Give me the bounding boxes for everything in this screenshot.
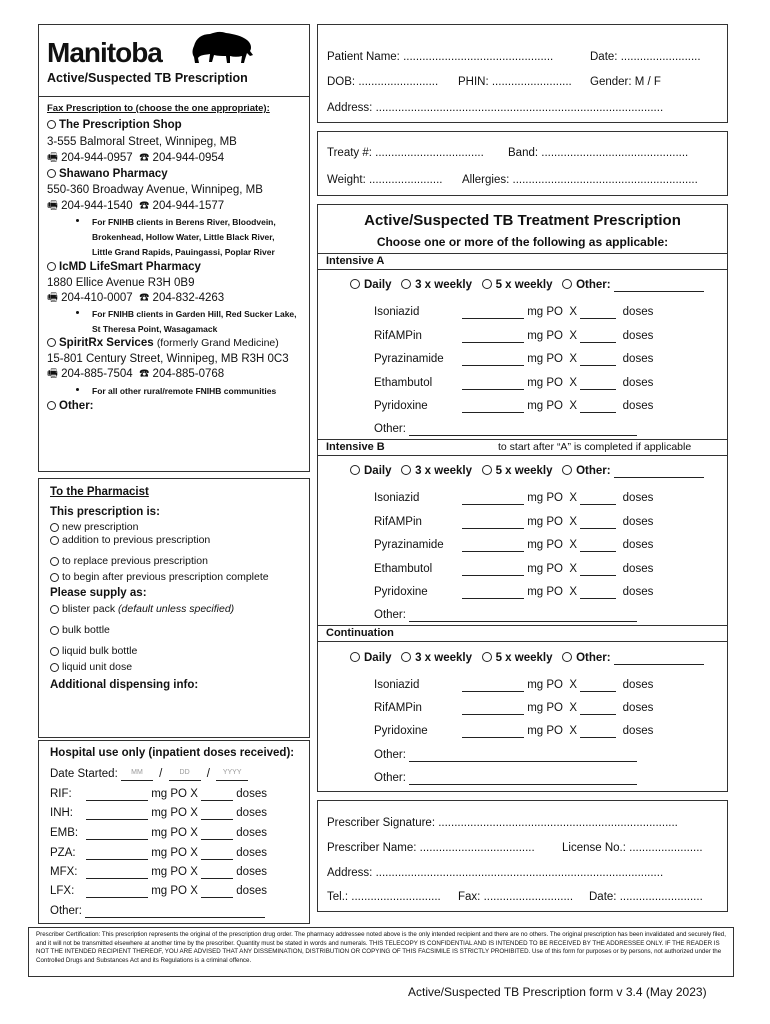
radio-icon[interactable] [50,557,59,566]
prescriber-signature-row[interactable]: Prescriber Signature: ........................................................................... [327,817,678,829]
radio-icon[interactable] [47,169,56,178]
supply-bulk-bottle[interactable]: bulk bottle [50,623,110,637]
prescriber-fax-row[interactable]: Fax: ............................ [458,891,574,903]
allergies-row[interactable]: Allergies: .......................................................... [462,174,698,186]
frequency-row[interactable] [350,651,704,665]
pharmacy-note: For all other rural/remote FNIHB communities [92,386,277,396]
radio-icon[interactable] [401,652,411,662]
drug-row[interactable]: Pyrazinamide mg PO X doses [374,539,654,551]
pharmacy-note: St Theresa Point, Wasagamack [92,324,218,334]
hospital-drug-row[interactable]: EMB: mg PO X doses [50,827,267,839]
freq-3x[interactable]: 3 x weekly [401,279,472,291]
freq-3x[interactable]: 3 x weekly [401,465,472,477]
dispensing-label: Additional dispensing info: [50,679,199,691]
pharmacy-option-3[interactable]: IcMD LifeSmart Pharmacy [47,260,201,274]
drug-name: RifAMPin [374,515,422,528]
radio-icon[interactable] [50,626,59,635]
hospital-drug-row[interactable]: PZA: mg PO X doses [50,847,267,859]
drug-name: Pyrazinamide [374,539,444,551]
pharmacy-address: 550-360 Broadway Avenue, Winnipeg, MB [47,184,263,196]
freq-5x[interactable]: 5 x weekly [482,652,553,664]
drug-row[interactable]: Isoniazid mg PO X doses [374,679,654,691]
prescriber-address-row[interactable]: Address: .......................................................................................... [327,867,664,879]
radio-icon[interactable] [350,279,360,289]
radio-icon[interactable] [401,465,411,475]
pharmacy-option-1[interactable]: The Prescription Shop [47,118,182,132]
radio-icon[interactable] [47,120,56,129]
other-row[interactable]: Other: [374,608,637,622]
drug-row[interactable]: Isoniazid mg PO X doses [374,306,654,318]
drug-row[interactable]: Pyridoxine mg PO X doses [374,400,654,412]
license-row[interactable]: License No.: ....................... [562,842,703,854]
phone-icon: ☎ [139,152,150,164]
radio-icon[interactable] [50,573,59,582]
radio-icon[interactable] [50,663,59,672]
radio-icon[interactable] [401,279,411,289]
band-row[interactable]: Band: .............................................. [508,147,689,159]
radio-icon[interactable] [50,523,59,532]
tel-row[interactable]: Tel.: ............................ [327,891,441,903]
freq-daily[interactable]: Daily [350,279,392,291]
radio-icon[interactable] [482,465,492,475]
manitoba-logo: Manitoba [47,37,162,68]
pharmacy-contact: 🖷 204-944-1540 ☎ 204-944-1577 [47,200,225,212]
supply-liquid-unit[interactable]: liquid unit dose [50,660,132,674]
drug-name: Pyridoxine [374,725,428,738]
drug-name: RifAMPin [374,702,422,715]
patient-address-row[interactable]: Address: .......................................................................................... [327,102,664,114]
patient-date-row[interactable]: Date: ......................... [590,51,701,63]
radio-icon[interactable] [50,536,59,545]
prescriber-name-row[interactable]: Prescriber Name: .................................... [327,842,535,854]
freq-other[interactable]: Other: [562,465,704,477]
phin-row[interactable]: PHIN: ......................... [458,76,572,88]
radio-icon[interactable] [47,401,56,410]
intensive-b-note: to start after “A” is completed if applicable [498,441,692,453]
phone-icon: ☎ [139,368,150,380]
drug-row[interactable]: Isoniazid mg PO X doses [374,492,654,504]
pharmacy-address: 1880 Ellice Avenue R3H 0B9 [47,277,195,289]
rx-option-replace[interactable]: to replace previous prescription [50,554,208,568]
radio-icon[interactable] [350,465,360,475]
pharmacy-option-other[interactable]: Other: [47,399,94,413]
drug-row[interactable]: Pyridoxine mg PO X doses [374,586,654,598]
pharmacy-option-4[interactable]: SpiritRx Services (formerly Grand Medicine) [47,336,279,350]
treatment-title: Active/Suspected TB Treatment Prescription [364,212,681,229]
fax-icon: 🖷 [47,152,58,164]
pharmacy-option-2[interactable]: Shawano Pharmacy [47,167,168,181]
freq-other[interactable]: Other: [562,652,704,664]
intensive-a-bar-label: Intensive A [326,255,385,267]
drug-name: Pyrazinamide [374,353,444,365]
treaty-row[interactable]: Treaty #: .................................. [327,147,484,159]
pharmacy-contact: 🖷 204-410-0007 ☎ 204-832-4263 [47,292,225,304]
radio-icon[interactable] [482,652,492,662]
drug-row[interactable]: Pyridoxine mg PO X doses [374,725,654,738]
fax-heading: Fax Prescription to (choose the one appropriate): [47,103,270,114]
fax-icon: 🖷 [47,292,58,304]
rx-option-after[interactable]: to begin after previous prescription complete [50,570,269,584]
hospital-other[interactable]: Other: [50,904,265,918]
freq-5x[interactable]: 5 x weekly [482,465,553,477]
supply-liquid-bulk[interactable]: liquid bulk bottle [50,644,137,658]
form-title: Active/Suspected TB Prescription [47,71,248,85]
drug-row[interactable]: Ethambutol mg PO X doses [374,562,654,575]
pharmacy-note: For FNIHB clients in Garden Hill, Red Sucker Lake, [92,309,297,319]
patient-name-row[interactable]: Patient Name: ............................................... [327,51,554,63]
pharmacist-heading: To the Pharmacist [50,486,149,498]
drug-row[interactable]: Pyrazinamide mg PO X doses [374,353,654,365]
continuation-bar-label: Continuation [326,627,394,639]
other-row[interactable]: Other: [374,748,637,762]
freq-daily[interactable]: Daily [350,652,392,664]
radio-icon[interactable] [47,262,56,271]
pharmacy-contact: 🖷 204-944-0957 ☎ 204-944-0954 [47,152,225,164]
dob-row[interactable]: DOB: ......................... [327,76,439,88]
hospital-drug-row[interactable]: RIF: mg PO X doses [50,788,267,800]
pharmacy-note: Brokenhead, Hollow Water, Little Black River, [92,232,275,242]
drug-name: Isoniazid [374,306,420,318]
pharmacy-contact: 🖷 204-885-7504 ☎ 204-885-0768 [47,368,225,380]
radio-icon[interactable] [50,605,59,614]
drug-row[interactable]: RifAMPin mg PO X doses [374,702,654,715]
hospital-drug-row[interactable]: INH: mg PO X doses [50,807,267,819]
radio-icon[interactable] [562,279,572,289]
prescriber-date-row[interactable]: Date: .......................... [589,891,703,903]
rx-option-new[interactable]: new prescription [50,520,138,534]
pharmacy-address: 3-555 Balmoral Street, Winnipeg, MB [47,136,237,148]
rx-option-addition[interactable]: addition to previous prescription [50,533,210,547]
radio-icon[interactable] [562,652,572,662]
freq-3x[interactable]: 3 x weekly [401,652,472,664]
frequency-row[interactable] [350,464,704,478]
pharmacy-address: 15-801 Century Street, Winnipeg, MB R3H 0C3 [47,353,289,365]
drug-name: Pyridoxine [374,586,428,598]
freq-5x[interactable]: 5 x weekly [482,279,553,291]
drug-name: Ethambutol [374,376,433,389]
certification-text: Prescriber Certification: This prescription represents the original of the prescription drug order. The pharmacy addressee noted above is the only intended recipient and there are no others. The original prescription has been invalidated and securely filed, and it will not be transmitted elsewhere at another time by the prescriber. Quantity must be stated in words and numerals. THIS TELECOPY IS CONFIDENTIAL AND IS INTENDED TO BE RECEIVED BY THE ADDRESSEE ONLY. IF THE READER IS NOT THE INTENDED RECIPIENT THEREOF, YOU ARE ADVISED THAT ANY DISSEMINATION, DISTRIBUTION OR COPYING OF THIS FACSIMILE IS STRICTLY PROHIBITED. Use of this form for purposes or by persons, not authorized under the Controlled Drugs and Substances Act and its Regulations is a criminal offence. [36,931,726,964]
other-row[interactable]: Other: [374,771,637,785]
radio-icon[interactable] [482,279,492,289]
drug-name: RifAMPin [374,329,422,342]
fax-icon: 🖷 [47,368,58,380]
intensive-b-bar-label: Intensive B [326,441,385,453]
drug-name: Isoniazid [374,492,420,504]
date-started-row[interactable]: Date Started: MM / DD / YYYY [50,766,248,781]
radio-icon[interactable] [50,647,59,656]
phone-icon: ☎ [139,292,150,304]
phone-icon: ☎ [139,200,150,212]
weight-row[interactable]: Weight: ....................... [327,174,443,186]
hospital-drug-row[interactable]: LFX: mg PO X doses [50,885,267,897]
hospital-heading: Hospital use only (inpatient doses received): [50,747,295,759]
gender-row[interactable]: Gender: M / F [590,76,661,88]
footer-version: Active/Suspected TB Prescription form v 3.4 (May 2023) [408,985,707,999]
fax-divider [38,96,310,97]
drug-row[interactable]: Ethambutol mg PO X doses [374,376,654,389]
drug-row[interactable]: RifAMPin mg PO X doses [374,329,654,342]
treatment-subtitle: Choose one or more of the following as applicable: [376,235,669,249]
other-row[interactable]: Other: [374,422,637,436]
bison-icon [190,28,256,68]
radio-icon[interactable] [562,465,572,475]
supply-blister[interactable]: blister pack (default unless specified) [50,602,234,616]
fax-icon: 🖷 [47,200,58,212]
radio-icon[interactable] [350,652,360,662]
hospital-drug-row[interactable]: MFX: mg PO X doses [50,866,267,878]
pharmacy-note: Little Grand Rapids, Pauingassi, Poplar River [92,247,275,257]
drug-row[interactable]: RifAMPin mg PO X doses [374,515,654,528]
radio-icon[interactable] [47,338,56,347]
drug-name: Pyridoxine [374,400,428,412]
pharmacy-note: For FNIHB clients in Berens River, Bloodvein, [92,217,276,227]
rx-is-label: This prescription is: [50,506,160,518]
frequency-row[interactable] [350,278,704,292]
drug-name: Ethambutol [374,562,433,575]
freq-other[interactable]: Other: [562,279,704,291]
supply-heading: Please supply as: [50,587,147,599]
drug-name: Isoniazid [374,679,420,691]
freq-daily[interactable]: Daily [350,465,392,477]
